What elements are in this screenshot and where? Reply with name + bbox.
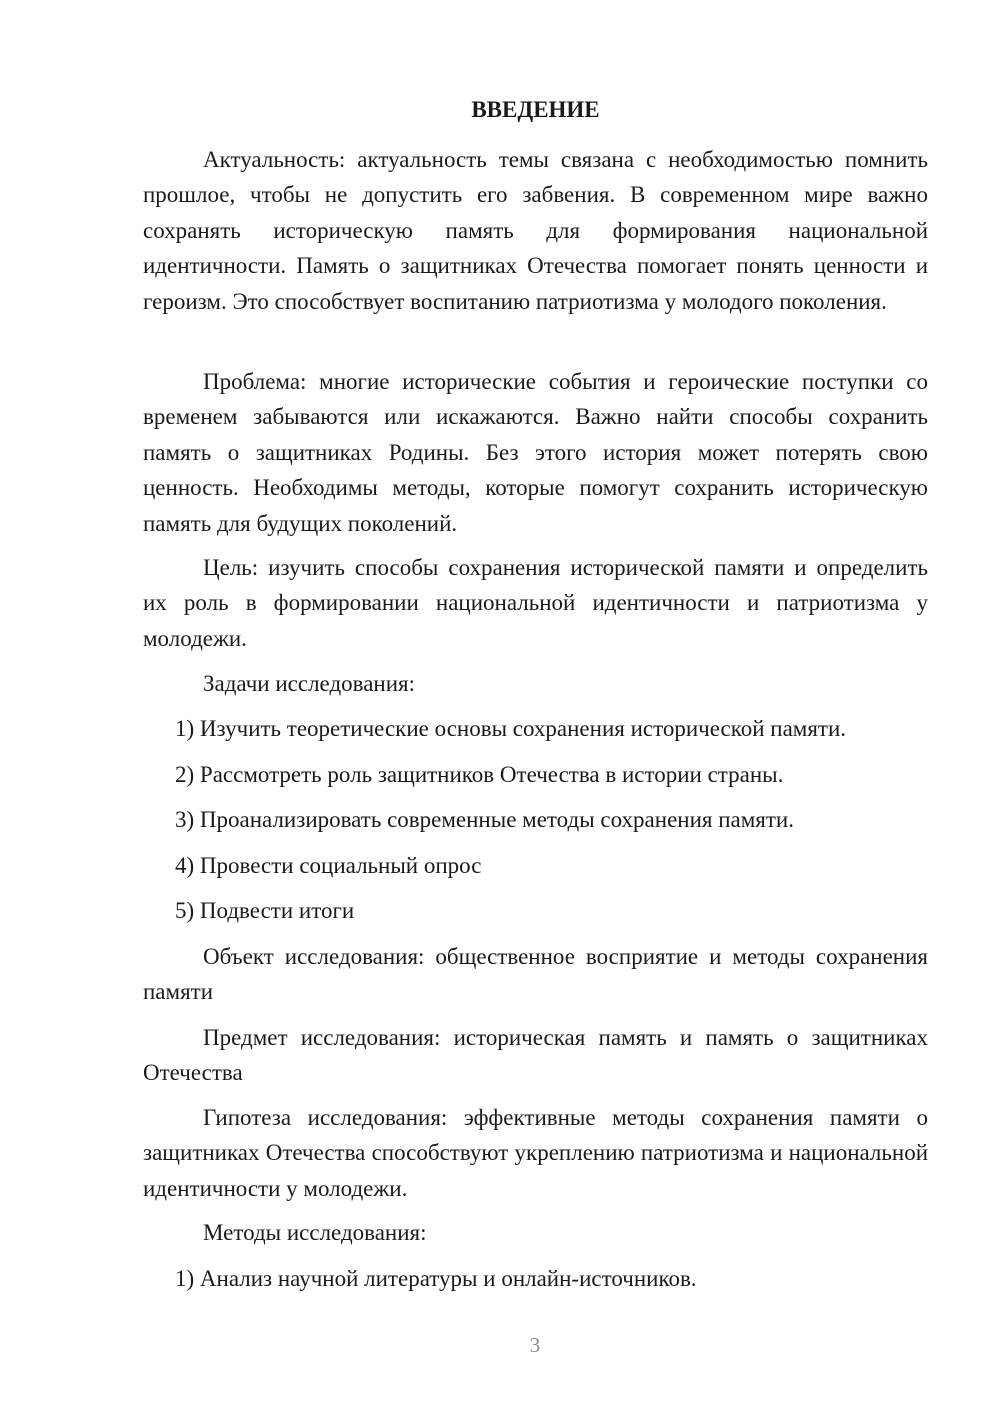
- page-number: 3: [529, 1333, 541, 1357]
- section-heading: ВВЕДЕНИЕ: [471, 97, 600, 122]
- task-item: 3) Проанализировать современные методы сохранения памяти.: [175, 807, 794, 832]
- tasks-heading: Задачи исследования:: [203, 671, 416, 696]
- task-item: 1) Изучить теоретические основы сохранения исторической памяти.: [175, 716, 847, 741]
- task-item: 4) Провести социальный опрос: [175, 853, 482, 878]
- subject-paragraph: Предмет исследования: историческая память и память о защитниках Отечества: [143, 1025, 928, 1086]
- task-item: 2) Рассмотреть роль защитников Отечества в истории страны.: [175, 762, 784, 787]
- task-item: 5) Подвести итоги: [175, 898, 355, 923]
- hypothesis-paragraph: Гипотеза исследования: эффективные методы сохранения памяти о защитниках Отечества способствуют укреплению патриотизма и национальной идентичности у молодежи.: [143, 1105, 928, 1201]
- problem-paragraph: Проблема: многие исторические события и героические поступки со временем забываются или искажаются. Важно найти способы сохранить память о защитниках Родины. Без этого история может потерять свою ценность. Необходимы методы, которые помогут сохранить историческую память для будущих поколений.: [143, 369, 928, 536]
- object-paragraph: Объект исследования: общественное восприятие и методы сохранения памяти: [143, 944, 928, 1005]
- method-item: 1) Анализ научной литературы и онлайн-источников.: [175, 1266, 697, 1291]
- goal-paragraph: Цель: изучить способы сохранения исторической памяти и определить их роль в формировании национальной идентичности и патриотизма у молодежи.: [143, 555, 928, 651]
- relevance-paragraph: Актуальность: актуальность темы связана с необходимостью помнить прошлое, чтобы не допустить его забвения. В современном мире важно сохранять историческую память для формирования национальной идентичности. Память о защитниках Отечества помогает понять ценности и героизм. Это способствует воспитанию патриотизма у молодого поколения.: [143, 147, 928, 314]
- methods-heading: Методы исследования:: [203, 1220, 427, 1245]
